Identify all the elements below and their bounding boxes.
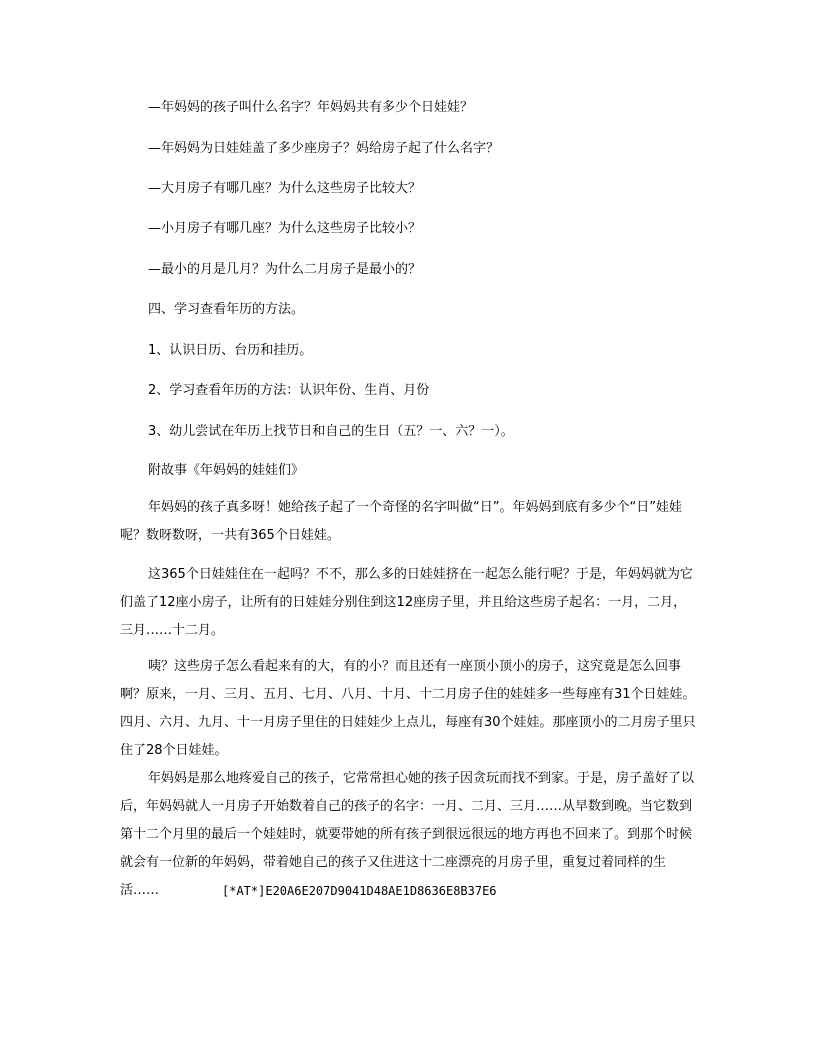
section-item-1: 1、认识日历、台历和挂历。 <box>148 343 313 358</box>
section-item-3: 3、幼儿尝试在年历上找节日和自己的生日（五？一、六？一）。 <box>148 424 514 439</box>
section-item-2: 2、学习查看年历的方法：认识年份、生肖、月份 <box>148 383 430 398</box>
story-paragraph-3-text: 咦？这些房子怎么看起来有的大，有的小？而且还有一座顶小顶小的房子，这究竟是怎么回事啊？原来，一月、三月、五月、七月、八月、十月、十二月房子住的娃娃多一些每座有31个日娃娃。四月、六月、九月、十一月房子里住的日娃娃少上点儿，每座有30个娃娃。那座顶小的二月房子里只住了28个日娃娃。 <box>120 659 696 758</box>
question-4: —小月房子有哪几座？为什么这些房子比较小？ <box>148 221 422 236</box>
story-paragraph-2 <box>120 561 696 645</box>
question-2: —年妈妈为日娃娃盖了多少座房子？妈给房子起了什么名字？ <box>148 141 500 156</box>
document-code: [*AT*]E20A6E207D9041D48AE1D8636E8B37E6 <box>222 884 497 898</box>
story-paragraph-2-text: 这365个日娃娃住在一起吗？不不，那么多的日娃娃挤在一起怎么能行呢？于是，年妈妈就为它们盖了12座小房子，让所有的日娃娃分别住到这12座房子里，并且给这些房子起名：一月，二月，三月……十二月。 <box>120 567 693 638</box>
story-paragraph-1-text: 年妈妈的孩子真多呀！她给孩子起了一个奇怪的名字叫做“日”。年妈妈到底有多少个“日”娃娃呢？数呀数呀，一共有365个日娃娃。 <box>120 500 682 543</box>
question-1: —年妈妈的孩子叫什么名字？年妈妈共有多少个日娃娃？ <box>148 100 474 115</box>
question-5: —最小的月是几月？为什么二月房子是最小的？ <box>148 262 422 277</box>
story-paragraph-3 <box>120 653 696 765</box>
story-title: 附故事《年妈妈的娃娃们》 <box>148 463 305 478</box>
question-3: —大月房子有哪几座？为什么这些房子比较大？ <box>148 181 422 196</box>
story-paragraph-4-text: 年妈妈是那么地疼爱自己的孩子，它常常担心她的孩子因贪玩而找不到家。于是，房子盖好了以后，年妈妈就人一月房子开始数着自己的孩子的名字：一月、二月、三月……从早数到晚。当它数到第十二个月里的最后一个娃娃时，就要带她的所有孩子到很远很远的地方再也不回来了。到那个时候就会有一位新的年妈妈，带着她自己的孩子又住进这十二座漂亮的月房子里，重复过着同样的生活…… <box>120 771 695 898</box>
section-heading: 四、学习查看年历的方法。 <box>148 302 305 317</box>
story-paragraph-1 <box>120 494 696 550</box>
